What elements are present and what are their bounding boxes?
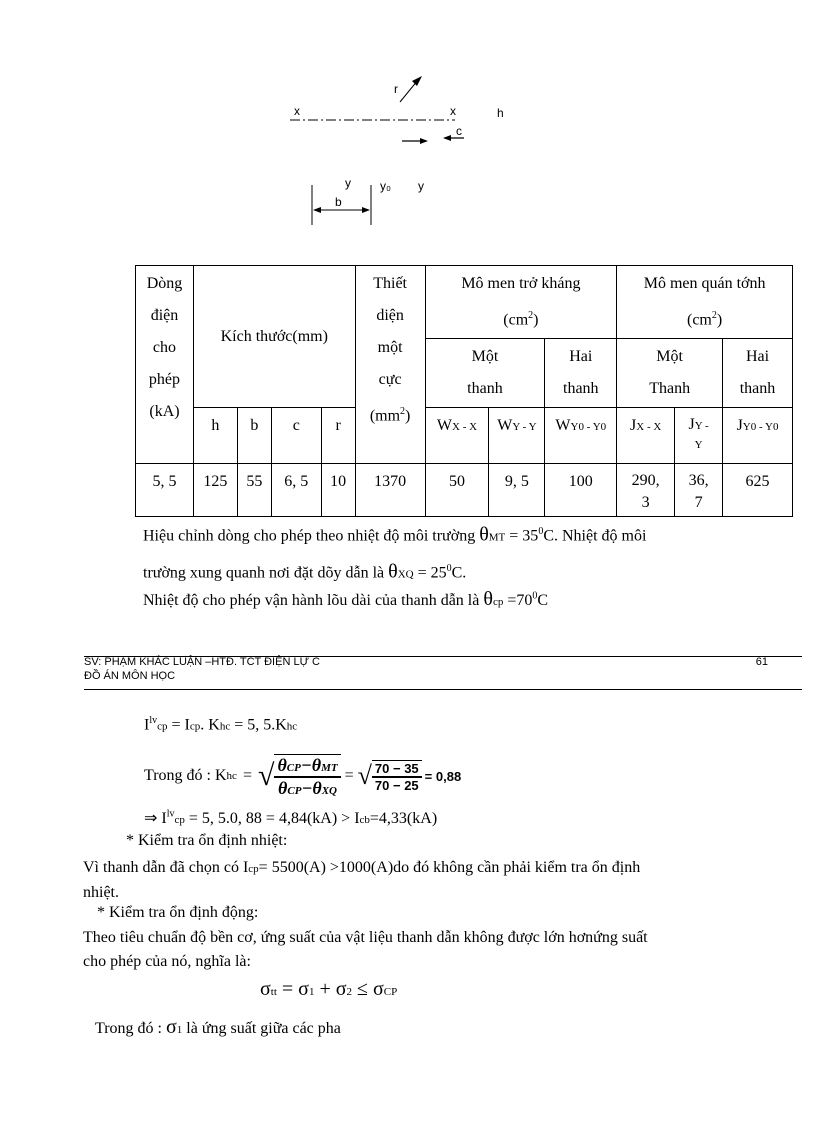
subheader-b: b: [237, 408, 271, 464]
header-rule-bottom: [84, 689, 802, 690]
equation-sigma: σtt = σ1 + σ2 ≤ σCP: [260, 978, 398, 1000]
operating-temp-paragraph: Nhiệt độ cho phép vận hành lõu dài của thanh dẫn là $\theta cp =70^0C$: [143, 588, 549, 610]
subheader-h: h: [193, 408, 237, 464]
subheader-wyy: WY - Y: [489, 408, 545, 464]
cell-h: 125: [193, 464, 237, 517]
cell-current: 5, 5: [136, 464, 194, 517]
diagram-label-x-left: x: [294, 104, 300, 118]
dynamic-check-title: * Kiểm tra ổn định động:: [97, 904, 259, 921]
cell-wxx: 50: [425, 464, 489, 517]
diagram-label-y2: y: [418, 179, 424, 193]
subheader-jxx: JX - X: [617, 408, 675, 464]
subheader-two-bars: Hai thanh: [545, 339, 617, 408]
subheader-c: c: [271, 408, 321, 464]
subheader-one-bar-2: Một Thanh: [617, 339, 723, 408]
cell-r: 10: [321, 464, 355, 517]
page-header: ĐỒ ÁN MÔN HỌC: [84, 670, 176, 682]
cell-cross-section: 1370: [355, 464, 425, 517]
equation-khc: Trong đó : K hc = √ $\frac{\text{θCP−θMT}}{\text{θCP−θXQ}}$ = √ $\frac{70 - 35}{70 - 25}$ = 0,88: [144, 754, 462, 798]
subheader-wxx: WX - X: [425, 408, 489, 464]
page-footer: [84, 656, 802, 668]
col-header-inertia: Mô men quán tớnh $(cm^2)$: [617, 266, 793, 339]
diagram-label-h: h: [497, 106, 504, 120]
equation-ilv: $I^{lv}cp$ = Icp. Khc = 5, 5.Khc: [144, 715, 298, 734]
subheader-r: r: [321, 408, 355, 464]
subheader-two-bars-2: Hai thanh: [723, 339, 793, 408]
col-header-dimensions: Kích thước(mm): [193, 266, 355, 408]
equation-result: ⇒ $I^{lv}cp = 5$, 5.0, 88 = 4,84(kA) > Icb=4,33(kA): [144, 808, 438, 827]
busbar-spec-table: [135, 265, 793, 517]
diagram-label-b: b: [335, 195, 342, 209]
subheader-jyy: JY - Y: [675, 408, 723, 464]
diagram-label-r: r: [394, 82, 398, 96]
busbar-diagram: [280, 70, 540, 230]
cell-wy0: 100: [545, 464, 617, 517]
thermal-check-title: * Kiểm tra ổn định nhiệt:: [126, 832, 288, 849]
thermal-check-body: Vì thanh dẫn đã chọn có Icp= 5500(A) >1000(A)do đó không cần phải kiểm tra ổn định nhiệt.: [83, 859, 641, 901]
cell-c: 6, 5: [271, 464, 321, 517]
col-header-section-modulus: Mô men trở kháng $(cm^2)$: [425, 266, 617, 339]
subheader-wy0: WY0 - Y0: [545, 408, 617, 464]
subheader-one-bar: Một thanh: [425, 339, 545, 408]
subheader-jy0: JY0 - Y0: [723, 408, 793, 464]
col-header-cross-section: Thiết diện một cực $(mm^2)$: [355, 266, 425, 464]
correction-paragraph: Hiệu chỉnh dòng cho phép theo nhiệt độ môi trường $\theta MT = 35^0C$. Nhiệt độ môi trường xung quanh nơi đặt dõy dẫn là $\theta XQ = 25^0C$.: [143, 523, 647, 583]
cell-jyy: 36, 7: [675, 464, 723, 517]
table-row: [136, 464, 793, 517]
sigma1-definition: Trong đó : σ1 là ứng suất giữa các pha: [95, 1016, 341, 1038]
diagram-label-y0: y₀: [380, 179, 391, 193]
cell-wyy: 9, 5: [489, 464, 545, 517]
cell-b: 55: [237, 464, 271, 517]
page-number: 61: [755, 656, 768, 668]
footer-author: SV: PHẠM KHẮC LUẬN –HTĐ. TCT ĐIỆN LỰ C: [84, 656, 320, 668]
diagram-label-c: c: [456, 124, 462, 138]
diagram-label-y1: y: [345, 176, 351, 190]
cell-jy0: 625: [723, 464, 793, 517]
col-header-current: Dòng điện cho phép (kA): [136, 266, 194, 464]
cell-jxx: 290, 3: [617, 464, 675, 517]
dynamic-check-body: Theo tiêu chuẩn độ bền cơ, ứng suất của vật liệu thanh dẫn không được lớn hơnứng suất cho phép của nó, nghĩa là:: [83, 929, 648, 970]
diagram-label-x-right: x: [450, 104, 456, 118]
